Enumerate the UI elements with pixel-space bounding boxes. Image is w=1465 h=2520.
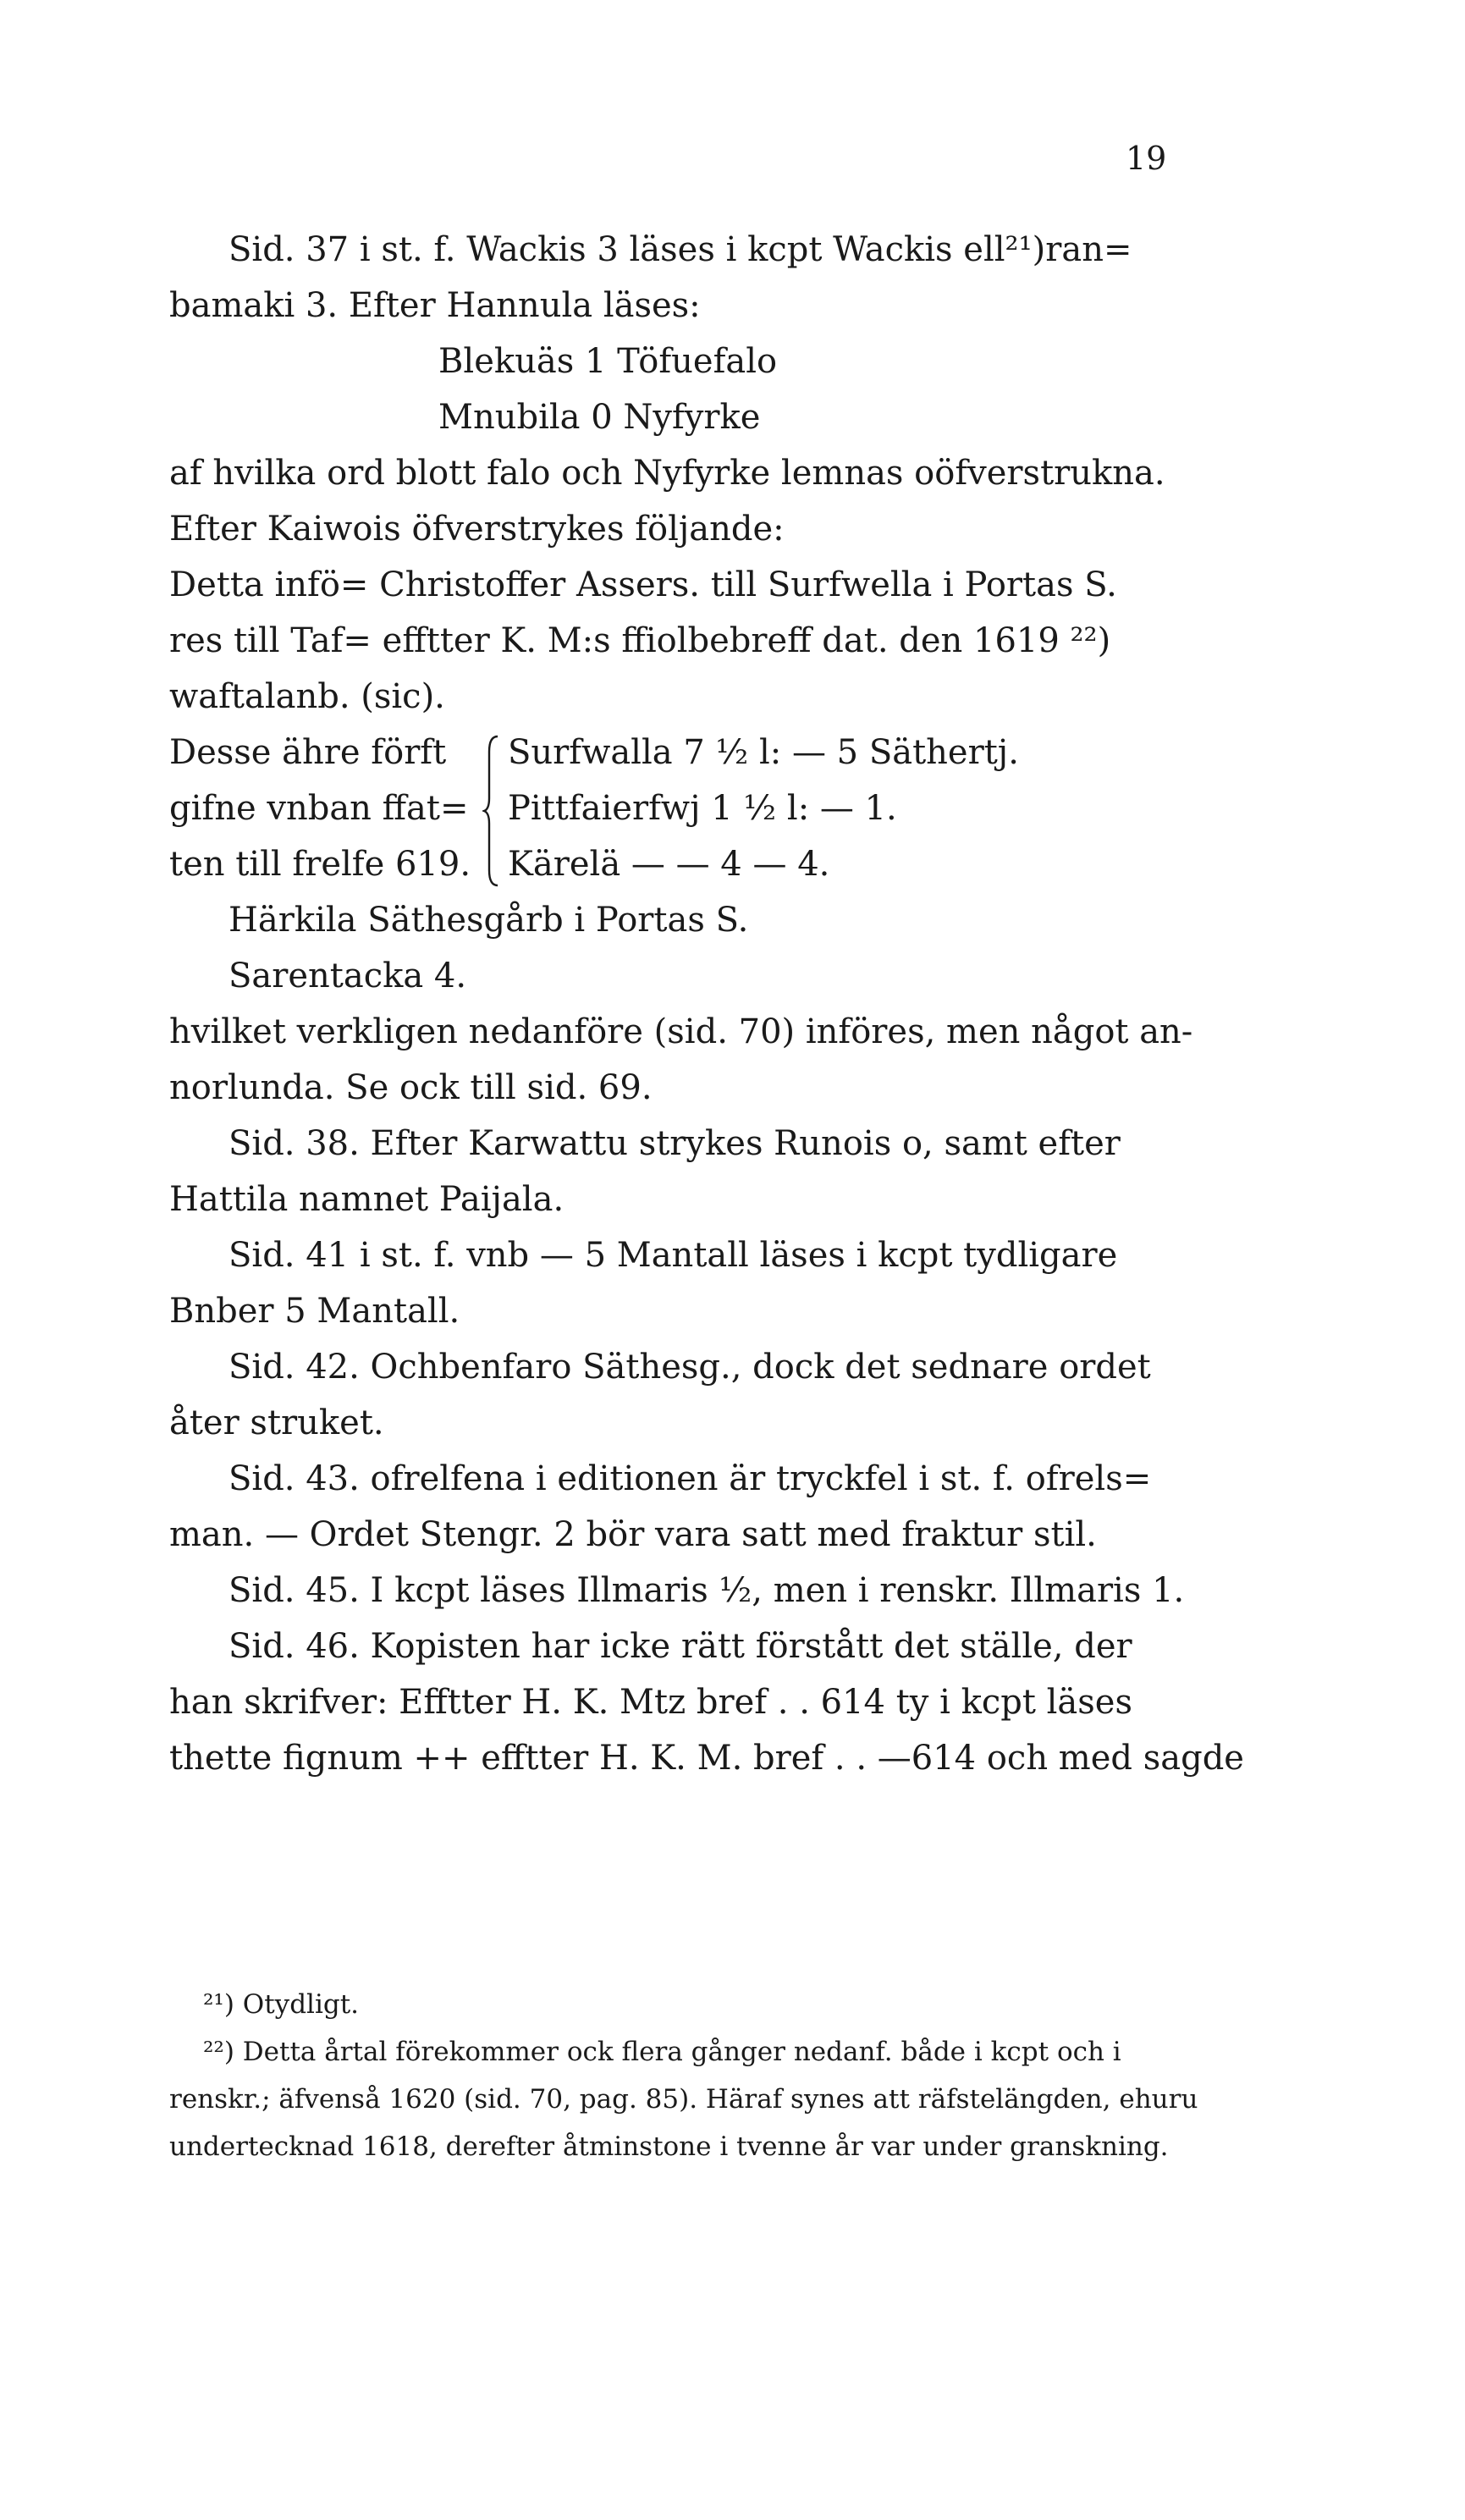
- list-note-line: Desse ähre förft: [169, 733, 447, 772]
- brace-icon: [482, 725, 508, 892]
- text-line: Bnber 5 Mantall.: [169, 1292, 460, 1331]
- text-line: Sarentacka 4.: [229, 957, 467, 995]
- text-line: Sid. 41 i st. f. vnb — 5 Mantall läses i kcpt tydligare: [229, 1236, 1118, 1275]
- list-item: Surfwalla 7 ½ l: — 5 Säthertj.: [508, 733, 1019, 772]
- text-line: Mnubila 0 Nyfyrke: [438, 398, 761, 437]
- text-line: res till Taf= efftter K. M:s ffiolbebreff dat. den 1619 ²²): [169, 621, 1111, 660]
- list-note-line: ten till frelfe 619.: [169, 845, 471, 884]
- list-item: Kärelä — — 4 — 4.: [508, 845, 830, 884]
- footnote-line: ²¹) Otydligt.: [203, 1989, 360, 2020]
- text-line: hvilket verkligen nedanföre (sid. 70) införes, men något an-: [169, 1012, 1193, 1051]
- text-line: Blekuäs 1 Töfuefalo: [438, 342, 778, 381]
- footnote-line: renskr.; äfvenså 1620 (sid. 70, pag. 85). Häraf synes att räfstelängden, ehuru: [169, 2084, 1198, 2115]
- list-note-line: gifne vnban ffat=: [169, 789, 469, 828]
- text-line: man. — Ordet Stengr. 2 bör vara satt med fraktur stil.: [169, 1515, 1097, 1554]
- estate-list-note: [169, 725, 482, 892]
- main-text: [169, 222, 1286, 1786]
- text-line: Sid. 43. ofrelfena i editionen är tryckfel i st. f. ofrels=: [229, 1459, 1152, 1498]
- text-line: norlunda. Se ock till sid. 69.: [169, 1068, 653, 1107]
- text-line: bamaki 3. Efter Hannula läses:: [169, 286, 701, 325]
- text-line: af hvilka ord blott falo och Nyfyrke lemnas oöfverstrukna.: [169, 454, 1165, 493]
- footnote-line: undertecknad 1618, derefter åtminstone i tvenne år var under granskning.: [169, 2131, 1169, 2162]
- list-item: Pittfaierfwj 1 ½ l: — 1.: [508, 789, 897, 828]
- text-line: thette fignum ++ efftter H. K. M. bref . . —614 och med sagde: [169, 1739, 1244, 1778]
- text-line: Sid. 45. I kcpt läses Illmaris ½, men i renskr. Illmaris 1.: [229, 1571, 1185, 1610]
- estate-list-values: [508, 725, 1019, 892]
- page-number: 19: [1126, 140, 1167, 177]
- text-line: åter struket.: [169, 1403, 384, 1442]
- estate-list: [169, 725, 1286, 892]
- text-line: Sid. 42. Ochbenfaro Säthesg., dock det sednare ordet: [229, 1348, 1151, 1387]
- text-line: Hattila namnet Paijala.: [169, 1180, 565, 1219]
- text-line: Sid. 37 i st. f. Wackis 3 läses i kcpt Wackis ell²¹)ran=: [229, 230, 1132, 269]
- text-line: Sid. 38. Efter Karwattu strykes Runois o, samt efter: [229, 1124, 1121, 1163]
- text-line: Sid. 46. Kopisten har icke rätt förstått det ställe, der: [229, 1627, 1132, 1666]
- text-line: Härkila Säthesgårb i Portas S.: [229, 901, 749, 940]
- footnotes: [169, 1981, 1286, 2170]
- text-line: Detta infö= Christoffer Assers. till Surfwella i Portas S.: [169, 565, 1117, 604]
- text-line: han skrifver: Efftter H. K. Mtz bref . . 614 ty i kcpt läses: [169, 1683, 1133, 1722]
- text-line: Efter Kaiwois öfverstrykes följande:: [169, 510, 785, 549]
- text-line: waftalanb. (sic).: [169, 677, 445, 716]
- footnote-line: ²²) Detta årtal förekommer ock flera gånger nedanf. både i kcpt och i: [203, 2037, 1121, 2067]
